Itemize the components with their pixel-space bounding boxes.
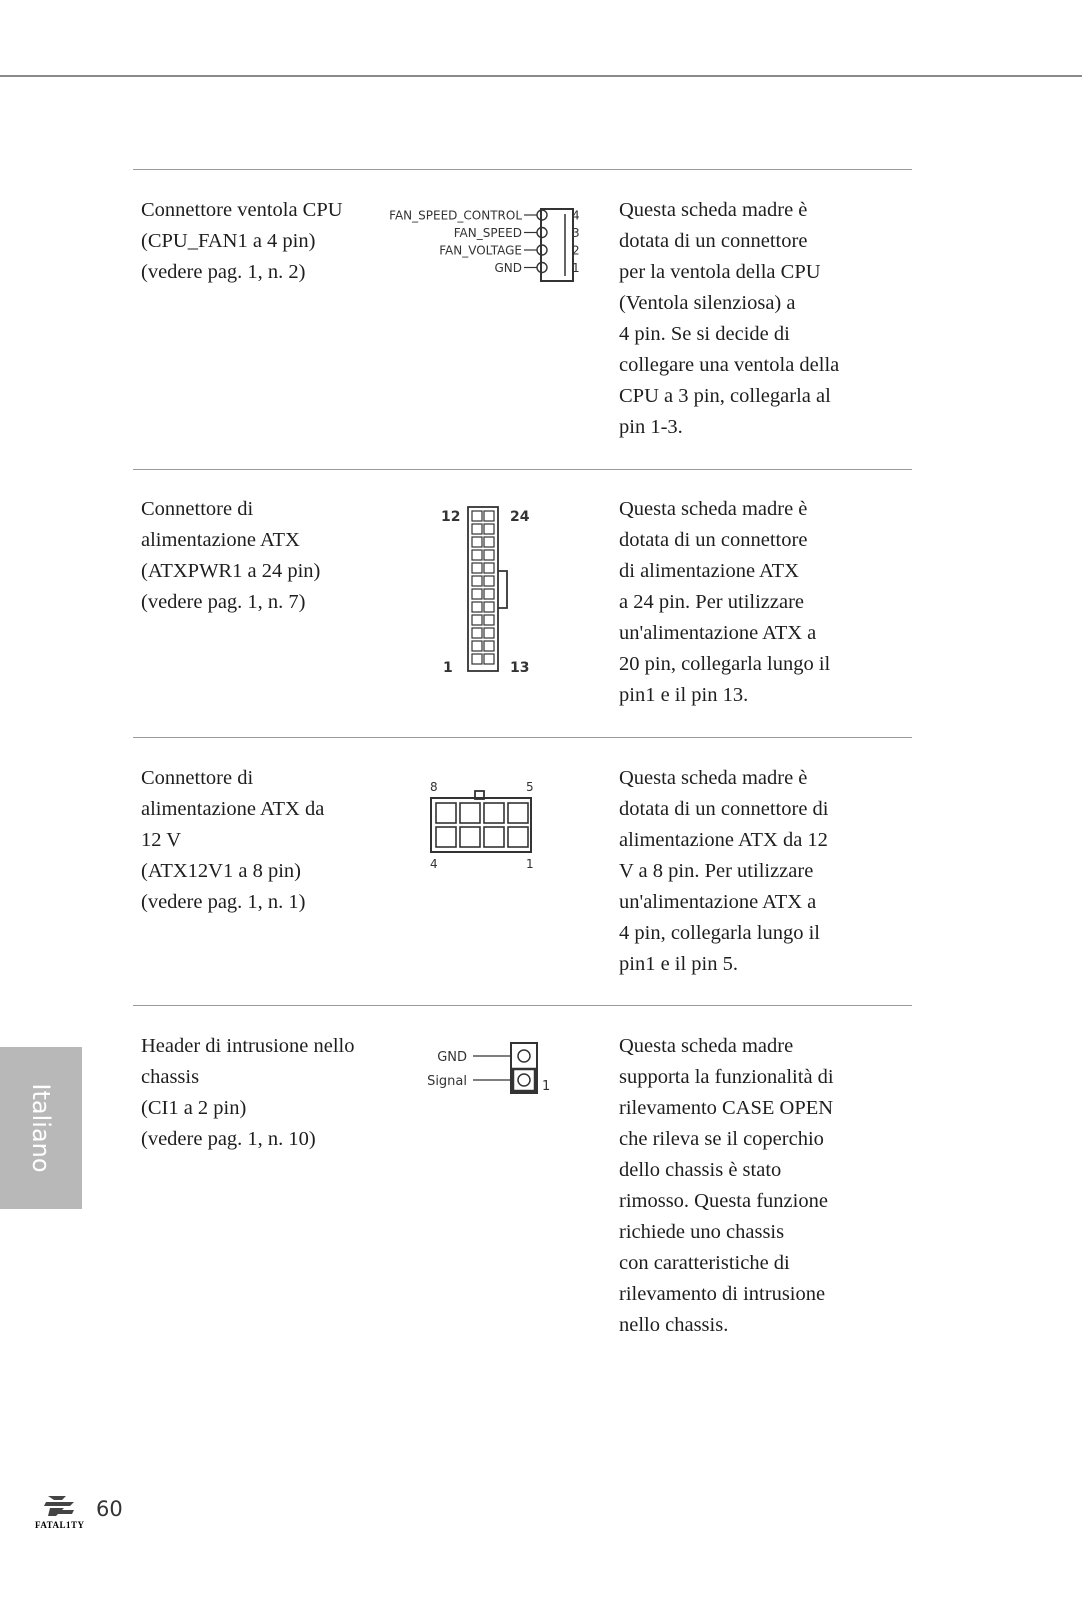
atx8-pin <box>460 803 480 823</box>
fan-pin-number: 4 <box>572 208 580 223</box>
chassis-intrusion-header-diagram <box>425 1038 555 1098</box>
language-side-tab-label: Italiano <box>27 1083 55 1173</box>
ci-label-signal: Signal <box>427 1074 467 1089</box>
fan-pin-label: FAN_SPEED_CONTROL <box>389 208 522 223</box>
chassis-intrusion-title: Header di intrusione nello chassis (CI1 a 2 pin) (vedere pag. 1, n. 10) <box>141 1035 355 1150</box>
atx24-pin <box>484 537 494 547</box>
atx24-pin <box>484 615 494 625</box>
atx8-pin <box>508 803 528 823</box>
fan-pin-label: FAN_SPEED <box>453 226 522 240</box>
fan-pin-number: 1 <box>572 261 580 275</box>
fatal1ty-logo-icon <box>34 1494 90 1530</box>
fan-pin-number: 3 <box>572 226 580 240</box>
atx24-pin <box>472 511 482 521</box>
atx24-pin <box>472 550 482 560</box>
page-number: 60 <box>96 1497 123 1521</box>
atx24-pin <box>472 628 482 638</box>
atx24-pin <box>472 602 482 612</box>
atx24-label-12: 12 <box>441 509 461 525</box>
table-rule <box>133 469 912 470</box>
ci-pin-number: 1 <box>542 1079 551 1094</box>
language-side-tab <box>0 1047 82 1209</box>
atx24-pin <box>472 524 482 534</box>
atx12v-description: Questa scheda madre è dotata di un connettore di alimentazione ATX da 12 V a 8 pin. Per utilizzare un'alimentazione ATX a 4 pin, collegarla lungo il pin1 e il pin 5. <box>619 767 829 975</box>
atx24-pin <box>472 589 482 599</box>
fan-pin-label: GND <box>494 261 522 275</box>
atx24-label-13: 13 <box>510 660 530 676</box>
atx8-label-1: 1 <box>526 857 534 871</box>
atx24-pin <box>484 589 494 599</box>
atx8-pin <box>460 827 480 847</box>
atx12v-8pin-connector-diagram <box>430 778 550 870</box>
fan-pin-number: 2 <box>572 243 580 258</box>
atx24-pin <box>484 511 494 521</box>
atx24-pin <box>484 641 494 651</box>
atx24-pin <box>484 524 494 534</box>
atx24-label-24: 24 <box>510 509 530 525</box>
atx24-pin <box>484 628 494 638</box>
atx24-pin <box>484 563 494 573</box>
chassis-intrusion-description: Questa scheda madre supporta la funzionalità di rilevamento CASE OPEN che rileva se il coperchio dello chassis è stato rimosso. Questa funzione richiede uno chassis con caratteristiche di rilevamento di intrusione nello chassis. <box>619 1035 834 1336</box>
table-rule-top <box>133 169 912 170</box>
ci-label-gnd: GND <box>437 1050 467 1065</box>
cpu-fan-description: Questa scheda madre è dotata di un connettore per la ventola della CPU (Ventola silenziosa) a 4 pin. Se si decide di collegare una ventola della CPU a 3 pin, collegarla al pin 1-3. <box>619 199 840 438</box>
atx24-pin <box>484 576 494 586</box>
atx-24pin-connector-diagram <box>433 504 543 680</box>
atx8-pin <box>436 803 456 823</box>
atx12v-title: Connettore di alimentazione ATX da 12 V (ATX12V1 a 8 pin) (vedere pag. 1, n. 1) <box>141 767 325 913</box>
atx24-pin <box>484 654 494 664</box>
table-rule <box>133 737 912 738</box>
header-rule <box>0 75 1082 77</box>
fatal1ty-logo-text: FATAL1TY <box>35 1520 85 1530</box>
atx24-pin <box>472 563 482 573</box>
atx24-pin <box>472 641 482 651</box>
atx8-pin <box>436 827 456 847</box>
fan-pin-label: FAN_VOLTAGE <box>439 243 522 258</box>
atx24-pin <box>472 654 482 664</box>
atx8-pin <box>484 803 504 823</box>
atx-power-description: Questa scheda madre è dotata di un connettore di alimentazione ATX a 24 pin. Per utilizzare un'alimentazione ATX a 20 pin, collegarla lungo il pin1 e il pin 13. <box>619 498 831 706</box>
atx24-pin <box>472 537 482 547</box>
atx24-pin <box>484 550 494 560</box>
table-rule <box>133 1005 912 1006</box>
atx8-pin <box>508 827 528 847</box>
cpu-fan-title: Connettore ventola CPU (CPU_FAN1 a 4 pin) (vedere pag. 1, n. 2) <box>141 199 343 283</box>
atx8-label-8: 8 <box>430 780 438 794</box>
atx24-pin <box>484 602 494 612</box>
atx-power-title: Connettore di alimentazione ATX (ATXPWR1 a 24 pin) (vedere pag. 1, n. 7) <box>141 498 321 613</box>
cpu-fan-connector-diagram <box>385 205 605 285</box>
atx24-pin <box>472 615 482 625</box>
atx8-label-4: 4 <box>430 857 438 871</box>
atx24-pin <box>472 576 482 586</box>
atx8-pin <box>484 827 504 847</box>
atx24-label-1: 1 <box>443 660 453 676</box>
atx8-label-5: 5 <box>526 780 534 794</box>
